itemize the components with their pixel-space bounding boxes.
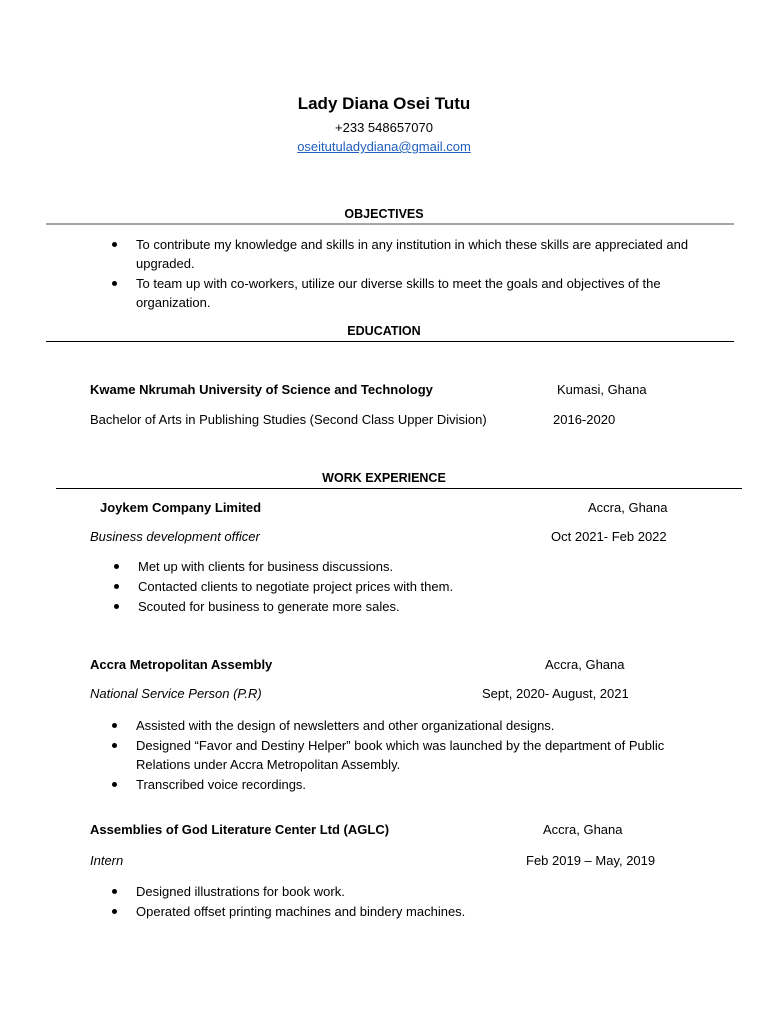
education-degree: Bachelor of Arts in Publishing Studies (Second Class Upper Division) xyxy=(90,412,487,427)
job-role: Intern xyxy=(90,853,124,868)
job-duty: Designed “Favor and Destiny Helper” book which was launched by the department of Public Relations under Accra Metropolitan Assembly. xyxy=(90,736,676,774)
job-location: Accra, Ghana xyxy=(545,657,625,672)
education-divider xyxy=(46,341,734,342)
education-location: Kumasi, Ghana xyxy=(557,382,647,397)
job-duty: Contacted clients to negotiate project prices with them. xyxy=(92,577,692,596)
job-duty: Assisted with the design of newsletters and other organizational designs. xyxy=(90,716,690,735)
email-link[interactable]: oseitutuladydiana@gmail.com xyxy=(297,139,471,154)
job-location: Accra, Ghana xyxy=(543,822,623,837)
education-institution: Kwame Nkrumah University of Science and Technology xyxy=(90,382,433,397)
objective-item: To team up with co-workers, utilize our diverse skills to meet the goals and objectives of the organization. xyxy=(90,274,696,312)
job-company: Joykem Company Limited xyxy=(100,500,262,515)
job-duties-list xyxy=(90,716,690,795)
job-duty: Transcribed voice recordings. xyxy=(90,775,690,794)
job-location: Accra, Ghana xyxy=(588,500,668,515)
job-dates: Sept, 2020- August, 2021 xyxy=(482,686,629,701)
objectives-divider xyxy=(46,223,734,225)
job-role: National Service Person (P.R) xyxy=(90,686,262,701)
job-company: Accra Metropolitan Assembly xyxy=(90,657,273,672)
education-years: 2016-2020 xyxy=(553,412,616,427)
objective-item: To contribute my knowledge and skills in any institution in which these skills are appreciated and upgraded. xyxy=(90,235,696,273)
job-role: Business development officer xyxy=(90,529,260,544)
candidate-name: Lady Diana Osei Tutu xyxy=(297,94,471,113)
objectives-list xyxy=(90,235,690,313)
job-company: Assemblies of God Literature Center Ltd (AGLC) xyxy=(90,822,390,837)
job-duty: Operated offset printing machines and bindery machines. xyxy=(90,902,690,921)
job-dates: Feb 2019 – May, 2019 xyxy=(526,853,656,868)
work-experience-divider xyxy=(56,488,742,489)
job-duty: Scouted for business to generate more sales. xyxy=(92,597,692,616)
objectives-heading: OBJECTIVES xyxy=(344,207,424,221)
job-duty: Met up with clients for business discussions. xyxy=(92,557,692,576)
education-heading: EDUCATION xyxy=(347,324,421,338)
job-duties-list xyxy=(90,882,690,922)
job-duties-list xyxy=(92,557,692,617)
phone-number: +233 548657070 xyxy=(335,120,433,135)
email-wrapper xyxy=(0,139,768,154)
job-dates: Oct 2021- Feb 2022 xyxy=(551,529,667,544)
work-experience-heading: WORK EXPERIENCE xyxy=(322,471,446,485)
job-duty: Designed illustrations for book work. xyxy=(90,882,690,901)
